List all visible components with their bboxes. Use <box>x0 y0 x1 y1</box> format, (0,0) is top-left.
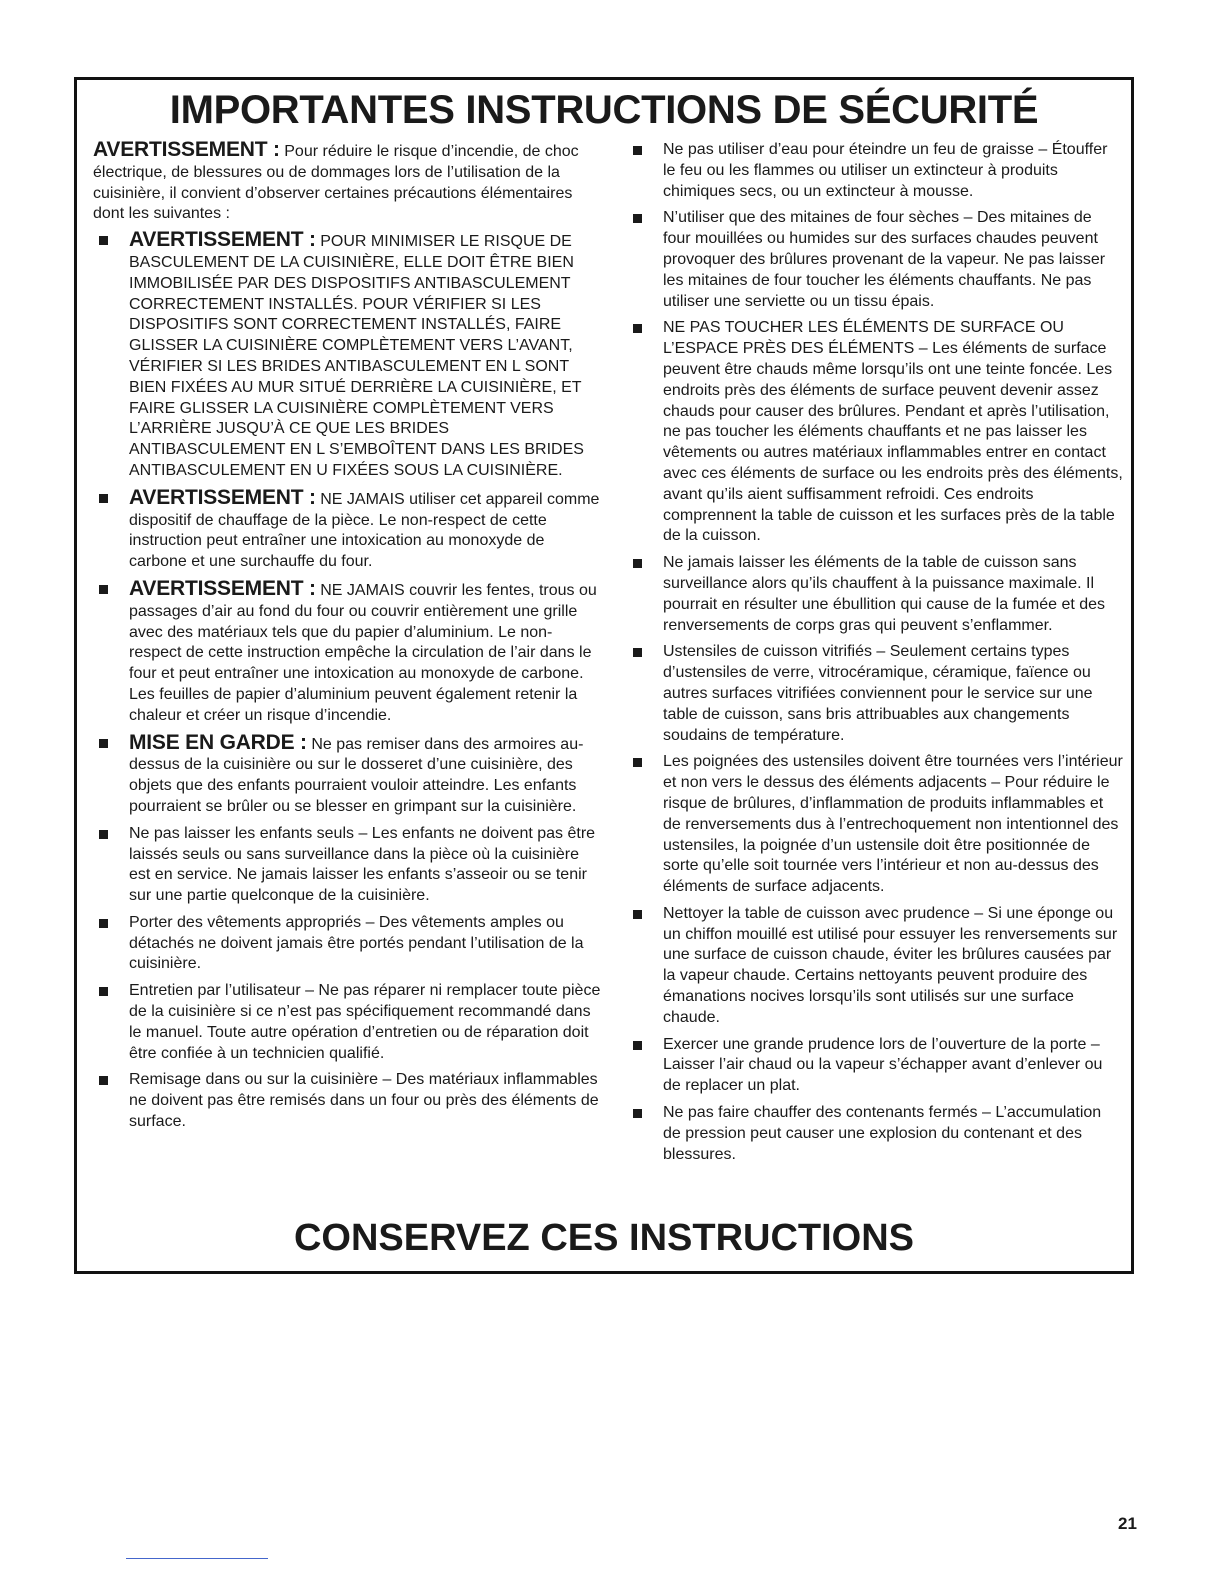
bullet-icon <box>99 1076 108 1085</box>
item-text: Ne pas utiliser d’eau pour éteindre un feu de graisse – Étouffer le feu ou les flammes ou utiliser un extincteur à produits chimiques secs, ou un extincteur à mousse. <box>663 141 1108 200</box>
intro-lead: AVERTISSEMENT : <box>93 138 280 161</box>
item-text: Porter des vêtements appropriés – Des vêtements amples ou détachés ne doivent jamais être portés pendant l’utilisation de la cuisinière. <box>129 913 584 973</box>
list-item <box>93 913 601 975</box>
item-text: Exercer une grande prudence lors de l’ouverture de la porte – Laisser l’air chaud ou la vapeur s’échapper avant d’enlever ou de replacer un plat. <box>663 1035 1103 1095</box>
list-item <box>93 1070 601 1132</box>
list-item <box>627 1103 1123 1165</box>
intro-text: Pour réduire le risque d’incendie, de choc électrique, de blessures ou de dommages lors de l’utilisation de la cuisinière, il convient d’observer certaines précautions élémentaires dont les suivantes : <box>93 143 579 223</box>
list-item <box>93 981 601 1064</box>
item-text: Les poignées des ustensiles doivent être tournées vers l’intérieur et non vers le dessus des éléments adjacents – Pour réduire le risque de brûlures, d’inflammation de produits inflammables et de renversements dus à l’entrechoquement non intentionnel des ustensiles, la poignée d’un ustensile doit être positionnée de sorte qu’elle soit tournée vers l’intérieur et non au-dessus des éléments de surface adjacents. <box>663 753 1123 896</box>
item-lead: AVERTISSEMENT : <box>129 485 316 509</box>
item-text: Nettoyer la table de cuisson avec prudence – Si une éponge ou un chiffon mouillé est utilisé pour essuyer les renversements sur une surface de cuisson chaude, éviter les brûlures causées par la vapeur chaude. Certains nettoyants peuvent produire des émanations nocives lorsqu’ils sont utilisés sur une surface chaude. <box>663 904 1118 1026</box>
list-item <box>93 824 601 907</box>
bullet-icon <box>633 324 642 333</box>
list-item <box>627 1035 1123 1097</box>
list-item <box>93 730 601 818</box>
right-column <box>627 140 1123 1171</box>
item-text: Ustensiles de cuisson vitrifiés – Seulement certains types d’ustensiles de verre, vitrocéramique, céramique, faïence ou autres surfaces vitrifiées conviennent pour le service sur une table de cuisson, sans bris attribuables aux changements soudains de température. <box>663 643 1093 744</box>
bullet-icon <box>633 559 642 568</box>
item-text: NE JAMAIS couvrir les fentes, trous ou passages d’air au fond du four ou couvrir entièrement une grille avec des matériaux tels que du papier d’aluminium. Le non-respect de cette instruction empêche la circulation de l’air dans le four et peut entraîner une intoxication au monoxyde de carbone. Les feuilles de papier d’aluminium peuvent également retenir la chaleur et créer un risque d’incendie. <box>129 581 597 724</box>
bullet-icon <box>99 987 108 996</box>
list-item <box>627 318 1123 547</box>
list-item <box>627 904 1123 1029</box>
item-lead: AVERTISSEMENT : <box>129 576 316 600</box>
bullet-icon <box>633 758 642 767</box>
item-text: POUR MINIMISER LE RISQUE DE BASCULEMENT DE LA CUISINIÈRE, ELLE DOIT ÊTRE BIEN IMMOBILISÉE PAR DES DISPOSITIFS ANTIBASCULEMENT CORRECTEMENT INSTALLÉS. POUR VÉRIFIER SI LES DISPOSITIFS SONT CORRECTEMENT INSTALLÉS, FAIRE GLISSER LA CUISINIÈRE COMPLÈTEMENT VERS L’AVANT, VÉRIFIER SI LES BRIDES ANTIBASCULEMENT EN L SONT BIEN FIXÉES AU MUR SITUÉ DERRIÈRE LA CUISINIÈRE, ET FAIRE GLISSER LA CUISINIÈRE COMPLÈTEMENT VERS L’ARRIÈRE JUSQU’À CE QUE LES BRIDES ANTIBASCULEMENT EN L S’EMBOÎTENT DANS LES BRIDES ANTIBASCULEMENT EN U FIXÉES SOUS LA CUISINIÈRE. <box>129 233 584 479</box>
item-text: Ne pas remiser dans des armoires au-dessus de la cuisinière ou sur le dosseret d’une cuisinière, des objets que des enfants pourraient vouloir atteindre. Les enfants pourraient se brûler ou se blesser en grimpant sur la cuisinière. <box>129 735 584 815</box>
right-list <box>627 140 1123 1165</box>
item-lead: AVERTISSEMENT : <box>129 228 316 252</box>
left-list <box>93 230 601 1133</box>
list-item <box>93 230 601 482</box>
bullet-icon <box>633 1109 642 1118</box>
footer-title: CONSERVEZ CES INSTRUCTIONS <box>293 1217 915 1259</box>
bullet-icon <box>633 910 642 919</box>
list-item <box>627 553 1123 636</box>
page-title: IMPORTANTES INSTRUCTIONS DE SÉCURITÉ <box>169 88 1039 132</box>
item-text: Ne pas faire chauffer des contenants fermés – L’accumulation de pression peut causer une explosion du contenant et des blessures. <box>663 1104 1102 1163</box>
list-item <box>627 642 1123 746</box>
left-column <box>93 140 601 1139</box>
item-text: Remisage dans ou sur la cuisinière – Des matériaux inflammables ne doivent pas être remisés dans un four ou près des éléments de surface. <box>129 1071 599 1131</box>
intro-paragraph <box>93 140 601 225</box>
bullet-icon <box>99 830 108 839</box>
item-text: NE PAS TOUCHER LES ÉLÉMENTS DE SURFACE OU L’ESPACE PRÈS DES ÉLÉMENTS – Les éléments de surface peuvent être chauds même lorsqu’ils ont une teinte foncée. Les endroits près des éléments de surface peuvent devenir assez chauds pour causer des brûlures. Pendant et après l’utilisation, ne pas toucher les éléments chauffants et ne pas laisser les vêtements ou autres matériaux inflammables entrer en contact avec ces éléments de surface ou les endroits près des éléments, avant qu’ils aient suffisamment refroidi. Ces endroits comprennent la table de cuisson et les surfaces près de la table de la cuisson. <box>663 319 1123 545</box>
bullet-icon <box>633 1041 642 1050</box>
item-text: N’utiliser que des mitaines de four sèches – Des mitaines de four mouillées ou humides sur des surfaces chaudes peuvent provoquer des brûlures provenant de la vapeur. Ne pas laisser les mitaines de four toucher les éléments chauffants. Ne pas utiliser une serviette ou un tissu épais. <box>663 209 1106 310</box>
bullet-icon <box>99 236 108 245</box>
bullet-icon <box>633 146 642 155</box>
bullet-icon <box>99 494 108 503</box>
item-text: Ne jamais laisser les éléments de la table de cuisson sans surveillance alors qu’ils chauffent à la puissance maximale. Il pourrait en résulter une ébullition qui cause de la fumée et des renversements de corps gras qui peuvent s’enflammer. <box>663 554 1106 634</box>
bullet-icon <box>99 739 108 748</box>
item-text: NE JAMAIS utiliser cet appareil comme dispositif de chauffage de la pièce. Le non-respect de cette instruction peut entraîner une intoxication au monoxyde de carbone et une surchauffe du four. <box>129 490 600 571</box>
bullet-icon <box>633 214 642 223</box>
list-item <box>93 485 601 573</box>
list-item <box>627 140 1123 202</box>
list-item <box>93 576 601 727</box>
list-item <box>627 208 1123 312</box>
list-item <box>627 752 1123 898</box>
page-number: 21 <box>1118 1514 1137 1533</box>
bullet-icon <box>633 648 642 657</box>
bottom-divider <box>126 1558 268 1559</box>
item-lead: MISE EN GARDE : <box>129 730 307 754</box>
bullet-icon <box>99 585 108 594</box>
item-text: Entretien par l’utilisateur – Ne pas réparer ni remplacer toute pièce de la cuisinière si ce n’est pas spécifiquement recommandé dans le manuel. Toute autre opération d’entretien ou de réparation doit être confiée à un technicien qualifié. <box>129 982 601 1062</box>
bullet-icon <box>99 919 108 928</box>
item-text: Ne pas laisser les enfants seuls – Les enfants ne doivent pas être laissés seuls ou sans surveillance dans la pièce où la cuisinière est en service. Ne jamais laisser les enfants s’asseoir ou se tenir sur une partie quelconque de la cuisinière. <box>129 824 596 905</box>
safety-instructions-box <box>74 77 1134 1274</box>
